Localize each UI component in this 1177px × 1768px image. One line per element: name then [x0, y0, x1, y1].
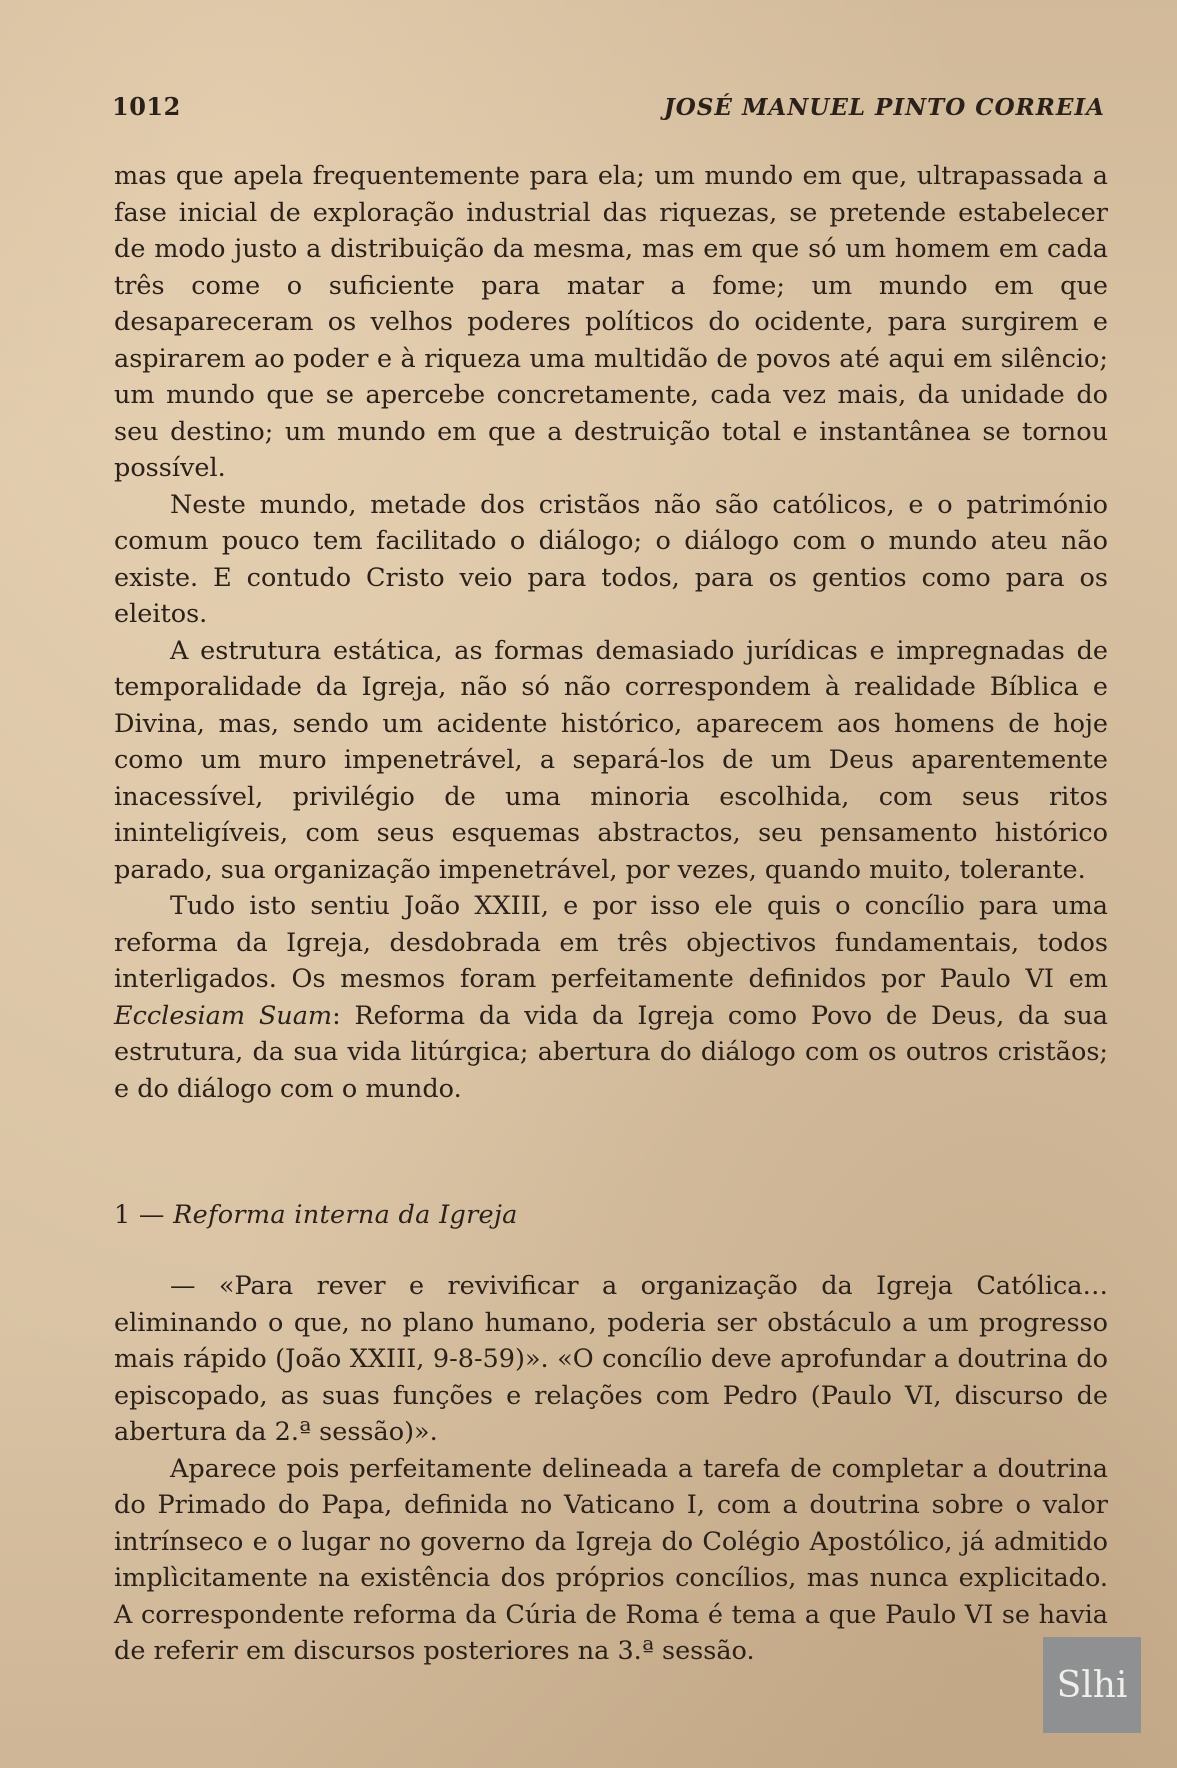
- paragraph-4-italic-title: Ecclesiam Suam: [114, 1000, 333, 1031]
- section-paragraph-2: Aparece pois perfeitamente delineada a tarefa de completar a doutrina do Primado do Papa, definida no Vaticano I, com a doutrina sobre o valor intrínseco e o lugar no governo da Igreja do Colégio Apostólico, já admitido implìcitamente na existência dos próprios concílios, mas nunca explicitado. A correspondente reforma da Cúria de Roma é tema a que Paulo VI se havia de referir em discursos posteriores na 3.ª sessão.: [114, 1453, 1108, 1666]
- paragraph-4-text-a: Tudo isto sentiu João XXIII, e por isso ele quis o concílio para uma reforma da Igreja, desdobrada em três objectivos fundamentais, todos interligados. Os mesmos foram perfeitamente definidos por Paulo VI em: [114, 891, 1108, 994]
- running-head-author: JOSÉ MANUEL PINTO CORREIA: [663, 94, 1105, 121]
- paragraph-3: A estrutura estática, as formas demasiado jurídicas e impregnadas de temporalidade da Igreja, não só não correspondem à realidade Bíblica e Divina, mas, sendo um acidente histórico, aparecem aos homens de hoje como um muro impenetrável, a separá-los de um Deus aparentemente inacessível, privilégio de uma minoria escolhida, com seus ritos ininteligíveis, com seus esquemas abstractos, seu pensamento histórico parado, sua organização impenetrável, por vezes, quando muito, tolerante.: [114, 635, 1108, 885]
- paragraph-2: Neste mundo, metade dos cristãos não são católicos, e o património comum pouco tem facilitado o diálogo; o diálogo com o mundo ateu não existe. E contudo Cristo veio para todos, para os gentios como para os eleitos.: [114, 489, 1108, 629]
- library-watermark-logo: Slhi: [1043, 1637, 1141, 1733]
- running-head: [112, 92, 1105, 126]
- paragraph-4-text-b: : Reforma da vida da Igreja como Povo de Deus, da sua estrutura, da sua vida litúrgica; abertura do diálogo com os outros cristãos; e do diálogo com o mundo.: [114, 1000, 1108, 1104]
- section-paragraph-1: — «Para rever e revivificar a organização da Igreja Católica… eliminando o que, no plano humano, poderia ser obstáculo a um progresso mais rápido (João XXIII, 9-8-59)». «O concílio deve aprofundar a doutrina do episcopado, as suas funções e relações com Pedro (Paulo VI, discurso de abertura da 2.ª sessão)».: [114, 1271, 1108, 1447]
- section-heading: [114, 1200, 518, 1230]
- section-text: [114, 1268, 1108, 1670]
- section-title-text: Reforma interna da Igreja: [173, 1200, 518, 1230]
- main-text: [114, 158, 1108, 1107]
- paragraph-4: [114, 888, 1108, 1107]
- page-number: 1012: [112, 92, 181, 121]
- section-number: 1 —: [114, 1200, 174, 1230]
- paragraph-1: mas que apela frequentemente para ela; um mundo em que, ultrapassada a fase inicial de exploração industrial das riquezas, se pretende estabelecer de modo justo a distribuição da mesma, mas em que só um homem em cada três come o suficiente para matar a fome; um mundo em que desapareceram os velhos poderes políticos do ocidente, para surgirem e aspirarem ao poder e à riqueza uma multidão de povos até aqui em silêncio; um mundo que se apercebe concretamente, cada vez mais, da unidade do seu destino; um mundo em que a destruição total e instantânea se tornou possível.: [114, 161, 1108, 483]
